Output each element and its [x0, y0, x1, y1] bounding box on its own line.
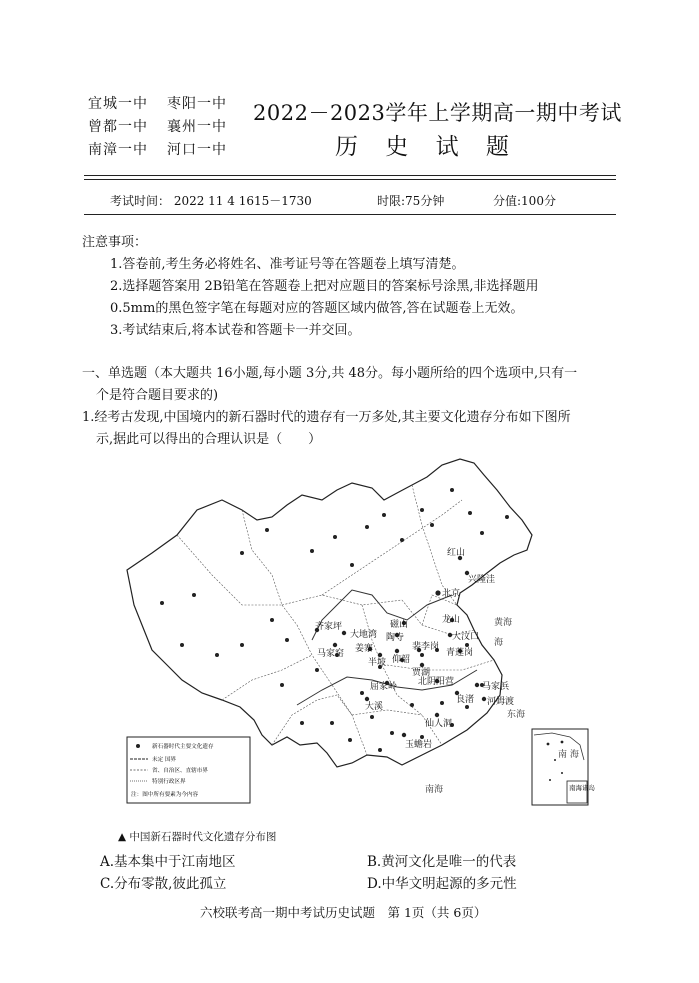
note-item: 1.答卷前,考生务必将姓名、准考证号等在答题卷上填写清楚。	[110, 257, 465, 272]
sea-label: 东海	[507, 710, 526, 720]
site-label: 北阴阳营	[418, 677, 455, 687]
legend-item: 新石器时代主要文化遗存	[152, 744, 214, 750]
site-label: 马家浜	[482, 682, 510, 692]
site-label: 贾湖	[412, 668, 431, 678]
info-divider	[84, 214, 616, 215]
site-label: 河姆渡	[487, 697, 515, 707]
school-name: 南漳一中	[88, 142, 148, 158]
site-label: 北京	[442, 589, 461, 599]
site-label: 良渚	[456, 695, 475, 705]
page-footer: 六校联考高一期中考试历史试题 第 1页（共 6页）	[200, 905, 487, 920]
site-label: 陶寺	[386, 633, 405, 643]
legend-item: 特别行政区界	[152, 779, 186, 785]
school-name: 枣阳一中	[167, 96, 227, 112]
site-label: 大汶口	[452, 632, 480, 642]
inset-sea-label: 南 海	[558, 750, 579, 760]
site-label: 齐家坪	[315, 622, 343, 632]
sea-label: 黄海	[494, 618, 513, 628]
site-label: 仰韶	[392, 655, 411, 665]
neolithic-sites-map	[122, 455, 595, 807]
note-item: 3.考试结束后,将本试卷和答题卡一并交回。	[110, 323, 361, 338]
school-name: 河口一中	[167, 142, 227, 158]
notes-heading: 注意事项：	[82, 235, 148, 250]
south-sea-inset	[532, 729, 596, 805]
exam-score: 分值:100分	[493, 194, 556, 208]
site-label: 大溪	[365, 702, 384, 712]
site-label: 青莲岗	[446, 648, 474, 658]
option-a: A.基本集中于江南地区	[100, 854, 236, 870]
site-label: 红山	[447, 548, 466, 558]
sea-label: 南海	[425, 785, 444, 795]
site-label: 半坡	[368, 658, 387, 668]
note-item: 2.选择题答案用 2B铅笔在答题卷上把对应题目的答案标号涂黑,非选择题用	[110, 279, 539, 294]
header-divider	[84, 179, 616, 180]
school-name: 襄州一中	[167, 119, 227, 135]
option-b: B.黄河文化是唯一的代表	[367, 854, 517, 870]
site-label: 姜寨	[355, 644, 374, 654]
exam-subtitle: 历 史 试 题	[335, 134, 519, 160]
exam-duration: 时限:75分钟	[377, 194, 445, 208]
exam-title: 2022－2023学年上学期高一期中考试	[253, 101, 622, 125]
school-name: 宜城一中	[88, 96, 148, 112]
header-divider	[84, 175, 616, 176]
legend-note: 注：图中所有要素为今内容	[131, 792, 199, 798]
section-heading: 一、单选题（本大题共 16小题,每小题 3分,共 48分。每小题所给的四个选项中,只有一	[82, 366, 578, 381]
school-name: 曾都一中	[88, 119, 148, 135]
inset-label: 南海诸岛	[569, 784, 595, 792]
map-legend	[127, 737, 250, 803]
section-heading-cont: 个是符合题目要求的)	[96, 388, 219, 403]
legend-item: 省、自治区、直辖市界	[152, 768, 208, 774]
site-label: 屈家岭	[370, 682, 398, 692]
site-label: 大地湾	[350, 630, 378, 640]
site-label: 裴李岗	[412, 642, 440, 652]
site-label: 磁山	[390, 620, 409, 630]
legend-item: 未定 国界	[152, 757, 177, 763]
sea-label: 海	[494, 638, 504, 648]
map-caption: ▲ 中国新石器时代文化遗存分布图	[118, 831, 277, 843]
exam-time: 考试时间： 2022 11 4 1615－1730	[110, 194, 312, 208]
note-item: 0.5mm的黑色签字笔在每题对应的答题区域内做答,答在试题卷上无效。	[110, 301, 524, 316]
option-c: C.分布零散,彼此孤立	[100, 876, 227, 892]
site-label: 兴隆洼	[468, 575, 496, 585]
site-label: 马家窑	[317, 649, 345, 659]
site-label: 龙山	[442, 615, 461, 625]
question-stem: 1.经考古发现,中国境内的新石器时代的遗存有一万多处,其主要文化遗存分布如下图所	[82, 410, 571, 425]
option-d: D.中华文明起源的多元性	[367, 876, 517, 892]
site-label: 仙人洞	[425, 719, 453, 729]
question-stem-cont: 示,据此可以得出的合理认识是（ ）	[96, 432, 322, 447]
site-label: 玉蟾岩	[405, 740, 433, 750]
